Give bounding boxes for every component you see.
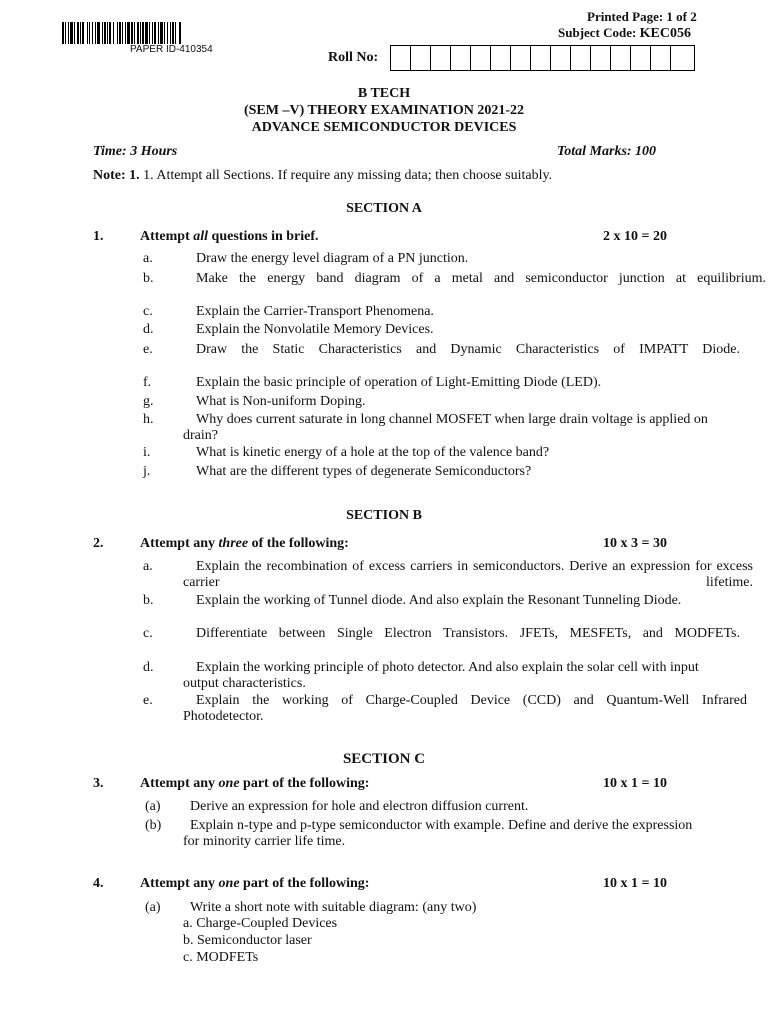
barcode-bar	[117, 22, 118, 44]
q1-item-text: Draw the Static Characteristics and Dynamic Characteristics of IMPATT Diode.	[196, 342, 740, 357]
q2-item-label: c.	[143, 626, 153, 641]
subject-code	[558, 25, 691, 42]
q1-heading-pre: Attempt	[140, 229, 194, 244]
barcode-bar	[80, 22, 81, 44]
barcode-bar	[107, 22, 108, 44]
section-a-title: SECTION A	[346, 201, 422, 216]
roll-number-box[interactable]	[651, 46, 671, 70]
total-marks: Total Marks: 100	[557, 144, 657, 159]
q4-subitem: a. Charge-Coupled Devices	[183, 916, 338, 931]
q2-heading-em: three	[218, 536, 249, 551]
roll-number-box[interactable]	[531, 46, 551, 70]
barcode-bar	[109, 22, 111, 44]
barcode-bar	[74, 22, 75, 44]
exam-time: Time: 3 Hours	[93, 144, 178, 159]
q1-item-text: Why does current saturate in long channel MOSFET when large drain voltage is applied on drain?	[183, 412, 708, 443]
question-3-marks: 10 x 1 = 10	[603, 776, 667, 791]
barcode-bar	[134, 22, 135, 44]
barcode	[62, 22, 290, 44]
q1-item-text: Explain the Carrier-Transport Phenomena.	[196, 304, 434, 319]
barcode-bar	[92, 22, 93, 44]
barcode-bar	[167, 22, 168, 44]
q2-item-text: Differentiate between Single Electron Transistors. JFETs, MESFETs, and MODFETs.	[196, 626, 740, 641]
barcode-bar	[97, 22, 100, 44]
barcode-bar	[87, 22, 88, 44]
section-c-title: SECTION C	[342, 751, 426, 767]
barcode-bar	[102, 22, 103, 44]
roll-number-box[interactable]	[391, 46, 411, 70]
q2-item-label: d.	[143, 660, 154, 675]
roll-number-box[interactable]	[631, 46, 651, 70]
barcode-bar	[82, 22, 84, 44]
barcode-bar	[119, 22, 121, 44]
question-3-number: 3.	[93, 776, 104, 791]
question-2-marks: 10 x 3 = 30	[603, 536, 667, 551]
q3-item-label: (a)	[145, 799, 161, 814]
q3-heading-em: one	[218, 776, 240, 791]
q1-item-text: What is Non-uniform Doping.	[196, 394, 366, 409]
q4-subitem: b. Semiconductor laser	[183, 933, 312, 948]
barcode-bar	[154, 22, 156, 44]
barcode-bar	[131, 22, 133, 44]
q4-item-label: (a)	[145, 900, 161, 915]
barcode-bar	[68, 22, 69, 44]
barcode-bar	[89, 22, 90, 44]
question-1-number: 1.	[93, 229, 104, 244]
q1-item-text: Make the energy band diagram of a metal and semiconductor junction at equilibrium.	[196, 271, 766, 286]
q3-heading-pre: Attempt any	[140, 776, 219, 791]
barcode-bar	[175, 22, 176, 44]
q1-heading-post: questions in brief.	[208, 229, 319, 244]
q2-item-text: Explain the working of Tunnel diode. And also explain the Resonant Tunneling Diode.	[196, 593, 682, 608]
q2-item-text: Explain the working principle of photo detector. And also explain the solar cell with input output characteristics.	[183, 660, 699, 691]
q1-item-label: g.	[143, 394, 154, 409]
barcode-bar	[170, 22, 171, 44]
roll-number-box[interactable]	[491, 46, 511, 70]
q2-heading-pre: Attempt any	[140, 536, 219, 551]
q2-item-text: Explain the recombination of excess carriers in semiconductors. Derive an expression for excess carrier lifetime.	[183, 559, 753, 590]
q3-item-text: Explain n-type and p-type semiconductor with example. Define and derive the expression for minority carrier life time.	[183, 818, 693, 849]
q2-item-text: Explain the working of Charge-Coupled Device (CCD) and Quantum-Well Infrared Photodetector.	[183, 693, 747, 724]
barcode-bar	[142, 22, 144, 44]
barcode-bar	[140, 22, 141, 44]
question-4-number: 4.	[93, 876, 104, 891]
q1-heading-em: all	[193, 229, 209, 244]
barcode-bar	[122, 22, 123, 44]
q3-heading-post: part of the following:	[239, 776, 370, 791]
q2-heading-post: of the following:	[248, 536, 349, 551]
roll-number-box[interactable]	[671, 46, 694, 70]
question-4-marks: 10 x 1 = 10	[603, 876, 667, 891]
roll-number-box[interactable]	[611, 46, 631, 70]
q1-item-text: Explain the basic principle of operation of Light-Emitting Diode (LED).	[196, 375, 602, 390]
roll-number-box[interactable]	[431, 46, 451, 70]
q2-item-label: a.	[143, 559, 153, 574]
barcode-bar	[160, 22, 163, 44]
q4-heading-post: part of the following:	[239, 876, 370, 891]
q1-item-label: j.	[143, 464, 151, 479]
barcode-bar	[152, 22, 153, 44]
barcode-bar	[65, 22, 66, 44]
barcode-bar	[113, 22, 114, 44]
q2-item-label: b.	[143, 593, 154, 608]
question-4-heading	[140, 876, 369, 892]
barcode-bar	[77, 22, 79, 44]
q1-item-label: d.	[143, 322, 154, 337]
q1-item-text: Draw the energy level diagram of a PN junction.	[196, 251, 469, 266]
roll-no-label: Roll No:	[328, 50, 379, 65]
question-3-heading	[140, 776, 369, 792]
q4-heading-em: one	[218, 876, 240, 891]
barcode-bar	[125, 22, 126, 44]
q1-item-text: What are the different types of degenerate Semiconductors?	[196, 464, 532, 479]
q1-item-label: h.	[143, 412, 154, 427]
barcode-bar	[145, 22, 148, 44]
roll-number-box[interactable]	[551, 46, 571, 70]
q4-item-text: Write a short note with suitable diagram: (any two)	[190, 900, 477, 915]
note-text: 1. 1. Attempt all Sections. If require any missing data; then choose suitably.	[129, 168, 553, 183]
note-label: Note:	[93, 168, 126, 183]
section-b-title: SECTION B	[346, 508, 422, 523]
q1-item-label: i.	[143, 445, 151, 460]
note	[93, 168, 552, 184]
title-degree: B TECH	[357, 86, 411, 101]
q1-item-text: Explain the Nonvolatile Memory Devices.	[196, 322, 434, 337]
roll-number-box[interactable]	[571, 46, 591, 70]
q1-item-label: e.	[143, 342, 153, 357]
q1-item-text: What is kinetic energy of a hole at the top of the valence band?	[196, 445, 550, 460]
barcode-bar	[179, 22, 181, 44]
barcode-bar	[137, 22, 139, 44]
roll-number-box[interactable]	[411, 46, 431, 70]
q4-subitem: c. MODFETs	[183, 950, 259, 965]
paper-id: PAPER ID-410354	[130, 44, 213, 55]
barcode-bar	[172, 22, 174, 44]
barcode-bar	[127, 22, 130, 44]
question-2-number: 2.	[93, 536, 104, 551]
q4-heading-pre: Attempt any	[140, 876, 219, 891]
q1-item-label: f.	[143, 375, 152, 390]
note-body: 1. Attempt all Sections. If require any missing data; then choose suitably.	[143, 168, 553, 183]
question-1-marks: 2 x 10 = 20	[603, 229, 667, 244]
roll-number-box[interactable]	[451, 46, 471, 70]
title-subject: ADVANCE SEMICONDUCTOR DEVICES	[251, 120, 517, 135]
question-1-heading	[140, 229, 319, 245]
question-2-heading	[140, 536, 349, 552]
printed-page: Printed Page: 1 of 2	[587, 9, 697, 24]
q3-item-label: (b)	[145, 818, 162, 833]
q1-item-label: a.	[143, 251, 153, 266]
q1-item-label: b.	[143, 271, 154, 286]
barcode-bar	[149, 22, 150, 44]
barcode-bar	[104, 22, 106, 44]
barcode-bar	[95, 22, 96, 44]
barcode-bar	[158, 22, 159, 44]
q2-item-label: e.	[143, 693, 153, 708]
roll-number-box[interactable]	[471, 46, 491, 70]
q3-item-text: Derive an expression for hole and electron diffusion current.	[190, 799, 529, 814]
barcode-bar	[62, 22, 64, 44]
q1-item-label: c.	[143, 304, 153, 319]
subject-code-label: Subject Code:	[558, 25, 640, 40]
roll-number-box[interactable]	[591, 46, 611, 70]
barcode-bar	[164, 22, 165, 44]
barcode-bar	[70, 22, 73, 44]
roll-number-box[interactable]	[511, 46, 531, 70]
title-exam: (SEM –V) THEORY EXAMINATION 2021-22	[243, 103, 525, 118]
roll-number-boxes[interactable]	[390, 45, 695, 71]
subject-code-value: KEC056	[639, 26, 691, 41]
